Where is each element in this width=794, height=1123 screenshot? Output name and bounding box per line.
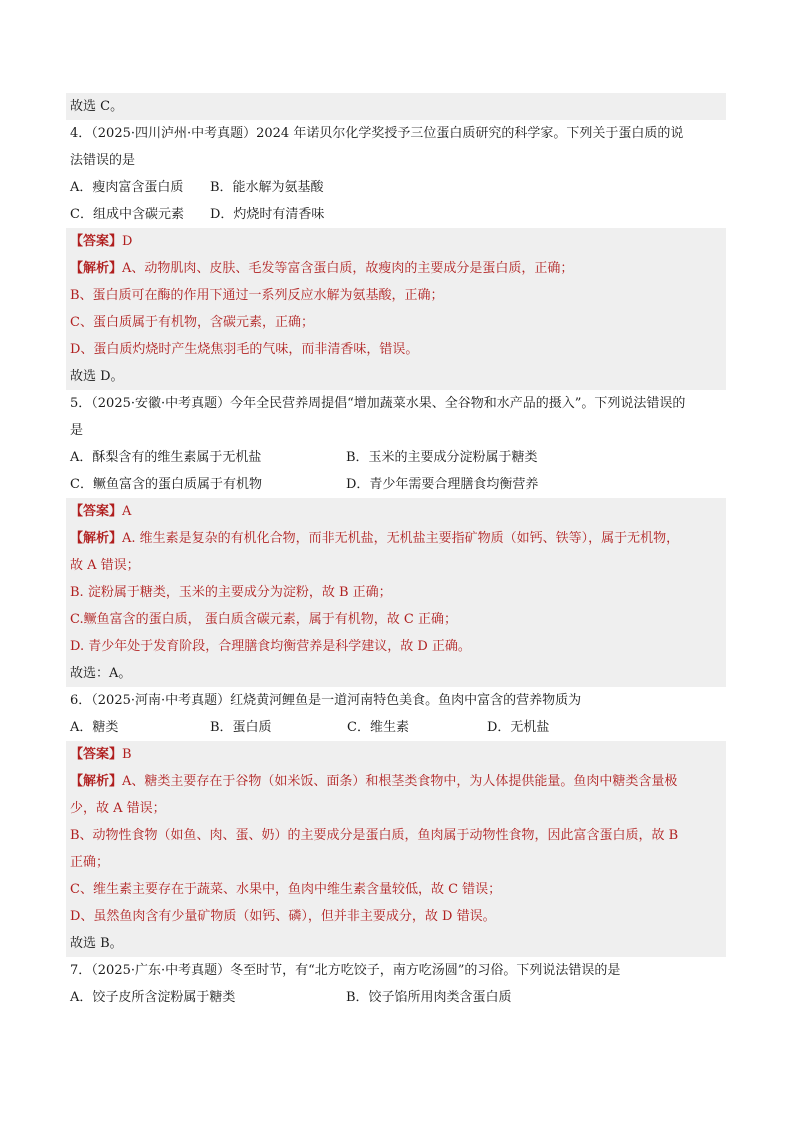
analysis-line: 故 A 错误； <box>66 552 726 579</box>
answer-value: B <box>122 747 132 762</box>
option-a: A．酥梨含有的维生素属于无机盐 <box>70 450 262 465</box>
option-c: C．鳜鱼富含的蛋白质属于有机物 <box>70 477 262 492</box>
option-a: A．瘦肉富含蛋白质 <box>70 180 184 195</box>
option-c: C．维生素 <box>347 720 409 735</box>
answer-choice-line: 故选：A。 <box>66 660 726 687</box>
document-page <box>70 93 724 1011</box>
question-7-stem: 7．（2025·广东·中考真题）冬至时节，有“北方吃饺子，南方吃汤圆”的习俗。下列说法错误的是 <box>70 963 621 978</box>
answer-value: A <box>122 504 132 519</box>
answer-line <box>66 228 726 255</box>
analysis-tag: 【解析】 <box>70 774 123 789</box>
analysis-line: C、维生素主要存在于蔬菜、水果中，鱼肉中维生素含量较低，故 C 错误； <box>66 876 726 903</box>
answer-tag: 【答案】 <box>70 234 123 249</box>
answer-line <box>66 741 726 768</box>
question-4-stem: 4．（2025·四川泸州·中考真题）2024 年诺贝尔化学奖授予三位蛋白质研究的科学家。下列关于蛋白质的说 <box>70 126 684 141</box>
answer-choice-line: 故选 D。 <box>66 363 726 390</box>
option-b: B．能水解为氨基酸 <box>210 180 324 195</box>
question-4-options-row1 <box>70 174 724 201</box>
analysis-line: D、蛋白质灼烧时产生烧焦羽毛的气味，而非清香味，错误。 <box>66 336 726 363</box>
answer-tag: 【答案】 <box>70 504 123 519</box>
analysis-line: D、虽然鱼肉含有少量矿物质（如钙、磷），但并非主要成分，故 D 错误。 <box>66 903 726 930</box>
option-c: C．组成中含碳元素 <box>70 207 184 222</box>
question-5-options-row2 <box>70 471 724 498</box>
analysis-line: B、动物性食物（如鱼、肉、蛋、奶）的主要成分是蛋白质，鱼肉属于动物性食物，因此富含蛋白质，故 B <box>66 822 726 849</box>
option-d: D．青少年需要合理膳食均衡营养 <box>346 477 539 492</box>
option-b: B．蛋白质 <box>210 720 272 735</box>
analysis-line: 【解析】A、动物肌肉、皮肤、毛发等富含蛋白质，故瘦肉的主要成分是蛋白质，正确； <box>66 255 726 282</box>
option-d: D．无机盐 <box>487 720 550 735</box>
question-6-stem: 6．（2025·河南·中考真题）红烧黄河鲤鱼是一道河南特色美食。鱼肉中富含的营养物质为 <box>70 693 582 708</box>
analysis-line: C.鳜鱼富含的蛋白质， 蛋白质含碳元素，属于有机物，故 C 正确； <box>66 606 726 633</box>
question-4-stem-cont: 法错误的是 <box>70 153 136 168</box>
analysis-line: 【解析】A. 维生素是复杂的有机化合物，而非无机盐，无机盐主要指矿物质（如钙、铁等），属于无机物， <box>66 525 726 552</box>
analysis-line: B、蛋白质可在酶的作用下通过一系列反应水解为氨基酸，正确； <box>66 282 726 309</box>
question-6-options <box>70 714 724 741</box>
analysis-tag: 【解析】 <box>70 531 123 546</box>
analysis-line: D. 青少年处于发育阶段，合理膳食均衡营养是科学建议，故 D 正确。 <box>66 633 726 660</box>
option-d: D．灼烧时有清香味 <box>210 207 325 222</box>
analysis-line: C、蛋白质属于有机物，含碳元素，正确； <box>66 309 726 336</box>
question-5-stem-cont: 是 <box>70 423 84 438</box>
answer-choice-line: 故选 B。 <box>66 930 726 957</box>
question-4-options-row2 <box>70 201 724 228</box>
answer-line <box>66 498 726 525</box>
option-a: A．饺子皮所含淀粉属于糖类 <box>70 990 236 1005</box>
analysis-line: 【解析】A、糖类主要存在于谷物（如米饭、面条）和根茎类食物中，为人体提供能量。鱼肉中糖类含量极 <box>66 768 726 795</box>
question-5-stem: 5．（2025·安徽·中考真题）今年全民营养周提倡“增加蔬菜水果、全谷物和水产品的摄入”。下列说法错误的 <box>70 396 686 411</box>
option-b: B．饺子馅所用肉类含蛋白质 <box>346 990 512 1005</box>
analysis-tag: 【解析】 <box>70 261 123 276</box>
question-5-options-row1 <box>70 444 724 471</box>
question-7-options-row1 <box>70 984 724 1011</box>
analysis-line: 少，故 A 错误； <box>66 795 726 822</box>
answer-tag: 【答案】 <box>70 747 123 762</box>
option-b: B．玉米的主要成分淀粉属于糖类 <box>346 450 538 465</box>
answer-choice-line: 故选 C。 <box>66 93 726 120</box>
option-a: A．糖类 <box>70 720 119 735</box>
analysis-line: B. 淀粉属于糖类，玉米的主要成分为淀粉，故 B 正确； <box>66 579 726 606</box>
analysis-line: 正确； <box>66 849 726 876</box>
answer-value: D <box>122 234 133 249</box>
